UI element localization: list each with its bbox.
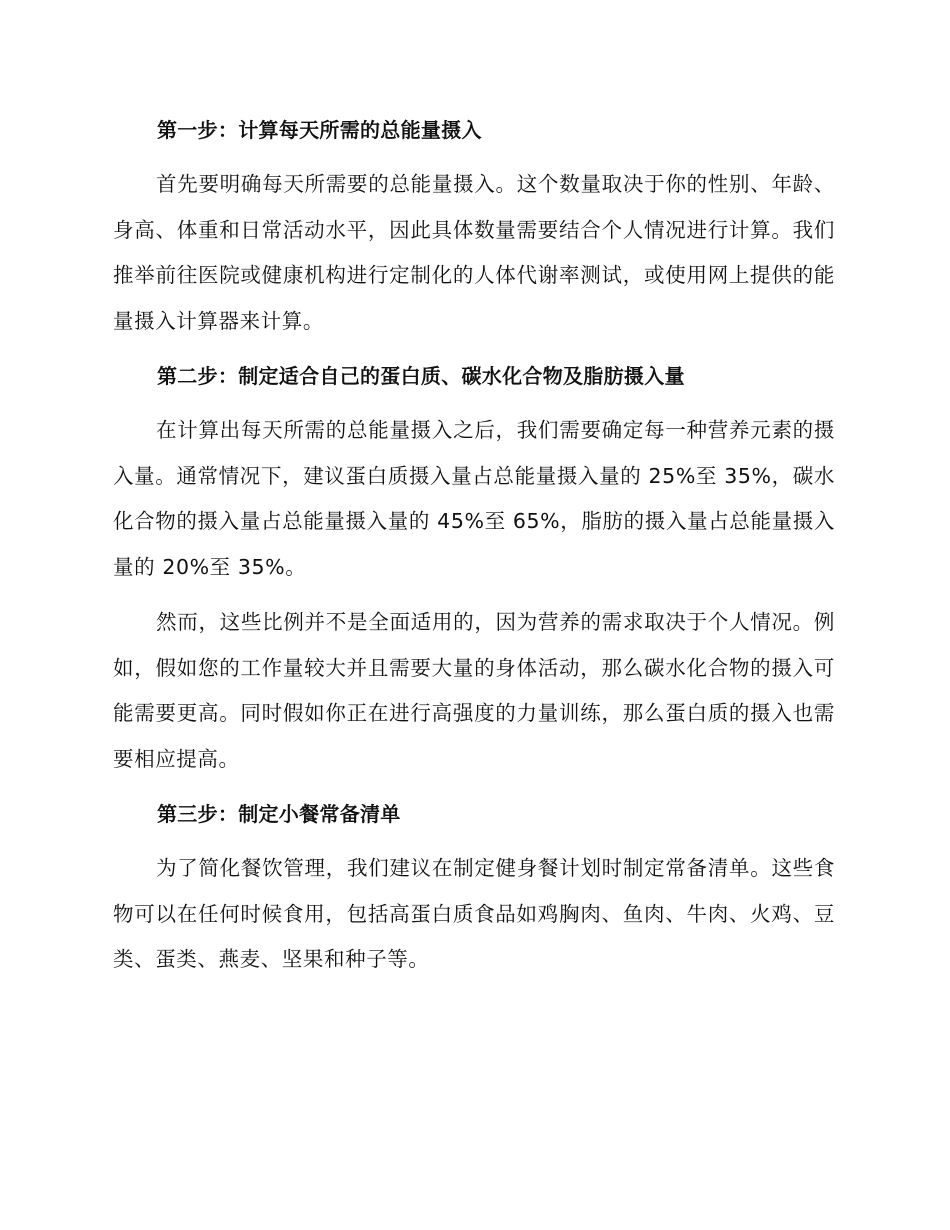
section-heading-step-2: 第二步：制定适合自己的蛋白质、碳水化合物及脂肪摄入量: [157, 364, 685, 388]
section-heading-step-3: 第三步：制定小餐常备清单: [157, 802, 401, 826]
paragraph-step-2-exceptions: 然而，这些比例并不是全面适用的，因为营养的需求取决于个人情况。例如，假如您的工作量较大并且需要大量的身体活动，那么碳水化合物的摄入可能需要更高。同时假如你正在进行高强度的力量训练，那么蛋白质的摄入也需要相应提高。: [113, 610, 835, 771]
paragraph-step-2-ratios: 在计算出每天所需的总能量摄入之后，我们需要确定每一种营养元素的摄入量。通常情况下，建议蛋白质摄入量占总能量摄入量的 25%至 35%，碳水化合物的摄入量占总能量摄入量的 45%至 65%，脂肪的摄入量占总能量摄入量的 20%至 35%。: [113, 418, 835, 579]
paragraph-step-1: 首先要明确每天所需要的总能量摄入。这个数量取决于你的性别、年龄、身高、体重和日常活动水平，因此具体数量需要结合个人情况进行计算。我们推举前往医院或健康机构进行定制化的人体代谢率测试，或使用网上提供的能量摄入计算器来计算。: [113, 172, 835, 333]
section-heading-step-1: 第一步：计算每天所需的总能量摄入: [157, 118, 482, 142]
document-page: [113, 108, 835, 993]
paragraph-step-3: 为了简化餐饮管理，我们建议在制定健身餐计划时制定常备清单。这些食物可以在任何时候食用，包括高蛋白质食品如鸡胸肉、鱼肉、牛肉、火鸡、豆类、蛋类、燕麦、坚果和种子等。: [113, 856, 835, 971]
